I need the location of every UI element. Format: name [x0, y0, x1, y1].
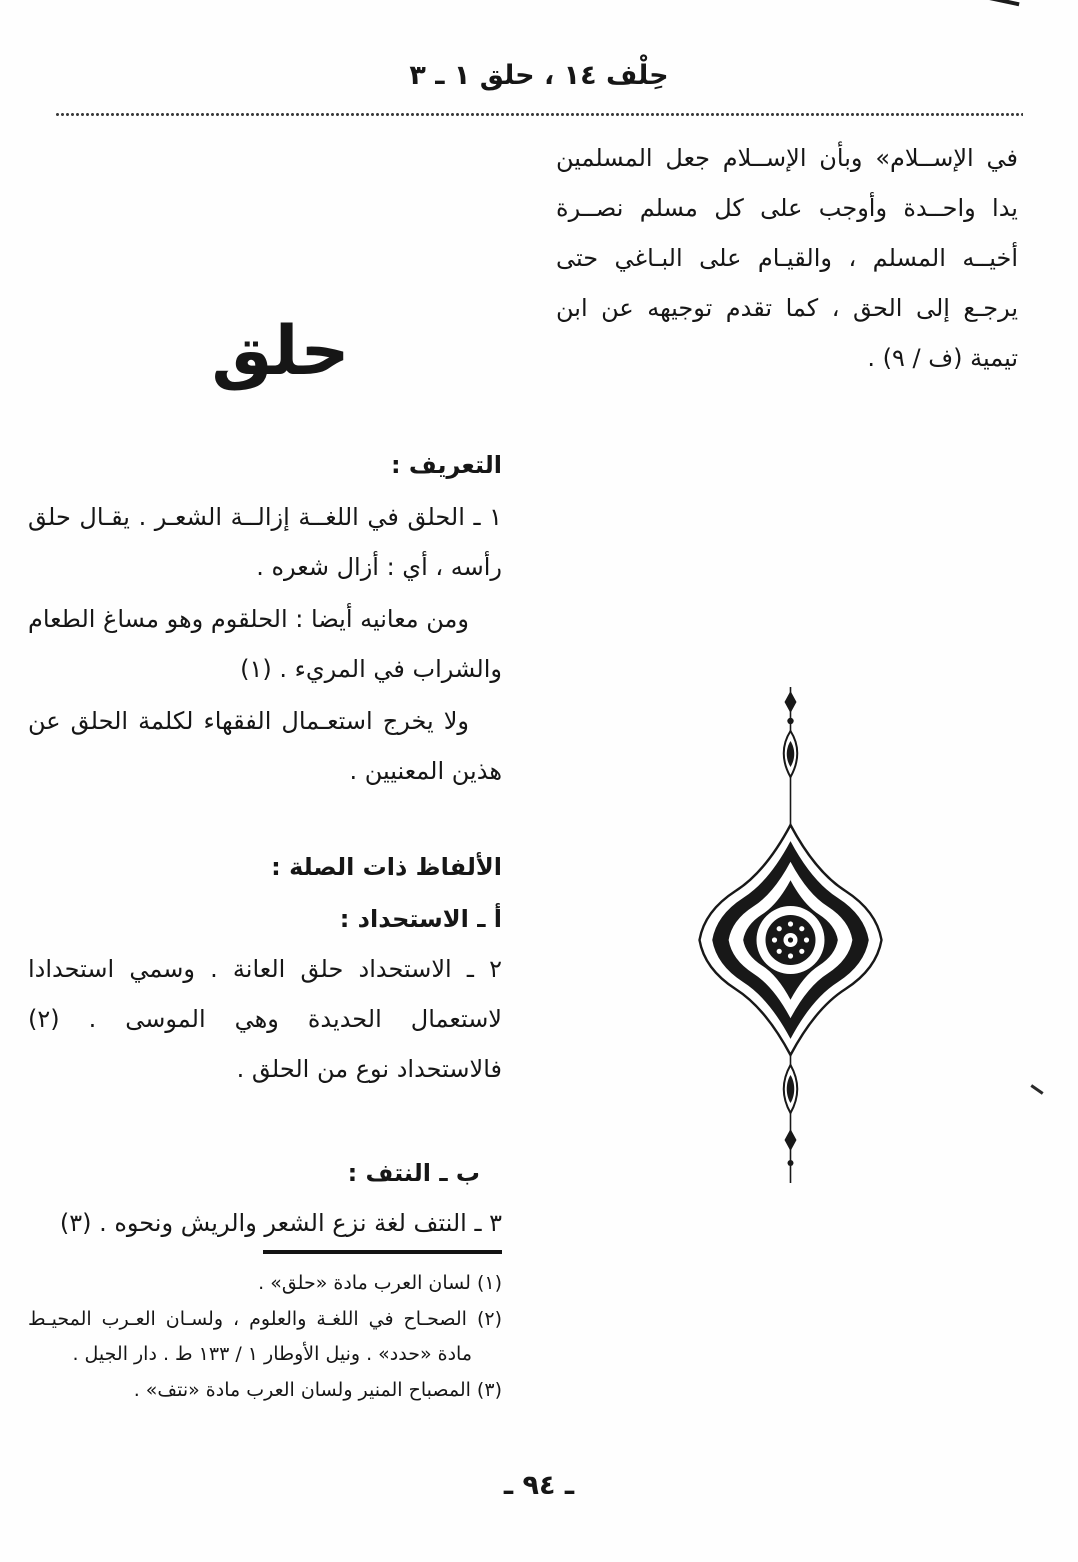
- related-terms-heading: الألفاظ ذات الصلة :: [271, 853, 502, 881]
- related-term-b-paragraph: ٣ ـ النتف لغة نزع الشعر والريش ونحوه . (٣): [59, 1209, 502, 1237]
- related-term-a-paragraph: ٢ ـ الاستحداد حلق العانة . وسمي استحدادا لاستعمال الحديدة وهي الموسى . (٢) فالاستحداد نوع من الحلق .: [28, 955, 502, 1083]
- footnote: (٢) الصحـاح في اللغـة والعلوم ، ولسـان العـرب المحيـط مادة «حدد» . ونيل الأوطار ١ / ١٣٣ ط . دار الجيل .: [28, 1308, 502, 1365]
- scan-artifact: [1030, 1084, 1043, 1094]
- definition-paragraph: ١ ـ الحلق في اللغــة إزالــة الشعـر . يقـال حلق رأسه ، أي : أزال شعره .: [28, 503, 502, 581]
- section-gap: [28, 798, 502, 842]
- definition-heading: التعريف :: [390, 451, 502, 479]
- arabesque-medallion-ornament: [678, 685, 903, 1185]
- running-header: حِلْف ١٤ ، حلق ١ ـ ٣: [409, 60, 669, 91]
- footnote: (٣) المصباح المنير ولسان العرب مادة «نتف» .: [133, 1379, 502, 1401]
- definition-paragraph: ولا يخرج استعـمال الفقهاء لكلمة الحلق عن هذين المعنيين .: [28, 707, 502, 785]
- page-number: ـ ٩٤ ـ: [503, 1470, 575, 1501]
- header-dotted-divider: [55, 112, 1023, 117]
- scan-artifact: [940, 0, 1019, 6]
- footnotes-block: [28, 1266, 502, 1409]
- related-term-b-heading: ب ـ النتف :: [347, 1159, 480, 1187]
- section-gap: [28, 1096, 502, 1148]
- footnote-divider: [263, 1250, 502, 1254]
- definition-paragraph: ومن معانيه أيضا : الحلقوم وهو مساغ الطعام والشراب في المريء . (١): [28, 605, 502, 683]
- article-title: حلق: [211, 312, 350, 391]
- footnote: (١) لسان العرب مادة «حلق» .: [258, 1272, 502, 1294]
- related-term-a-heading: أ ـ الاستحداد :: [339, 905, 502, 933]
- article-body-column: [28, 440, 502, 1250]
- previous-article-tail-paragraph: في الإســلام» وبأن الإســلام جعل المسلمين يدا واحــدة وأوجب على كل مسلم نصــرة أخيــه المسلم ، والقيـام على البـاغي حتى يرجـع إلى الحق ، كما تقدم توجيهه عن ابن تيمية (ف / ٩) .: [556, 144, 1018, 372]
